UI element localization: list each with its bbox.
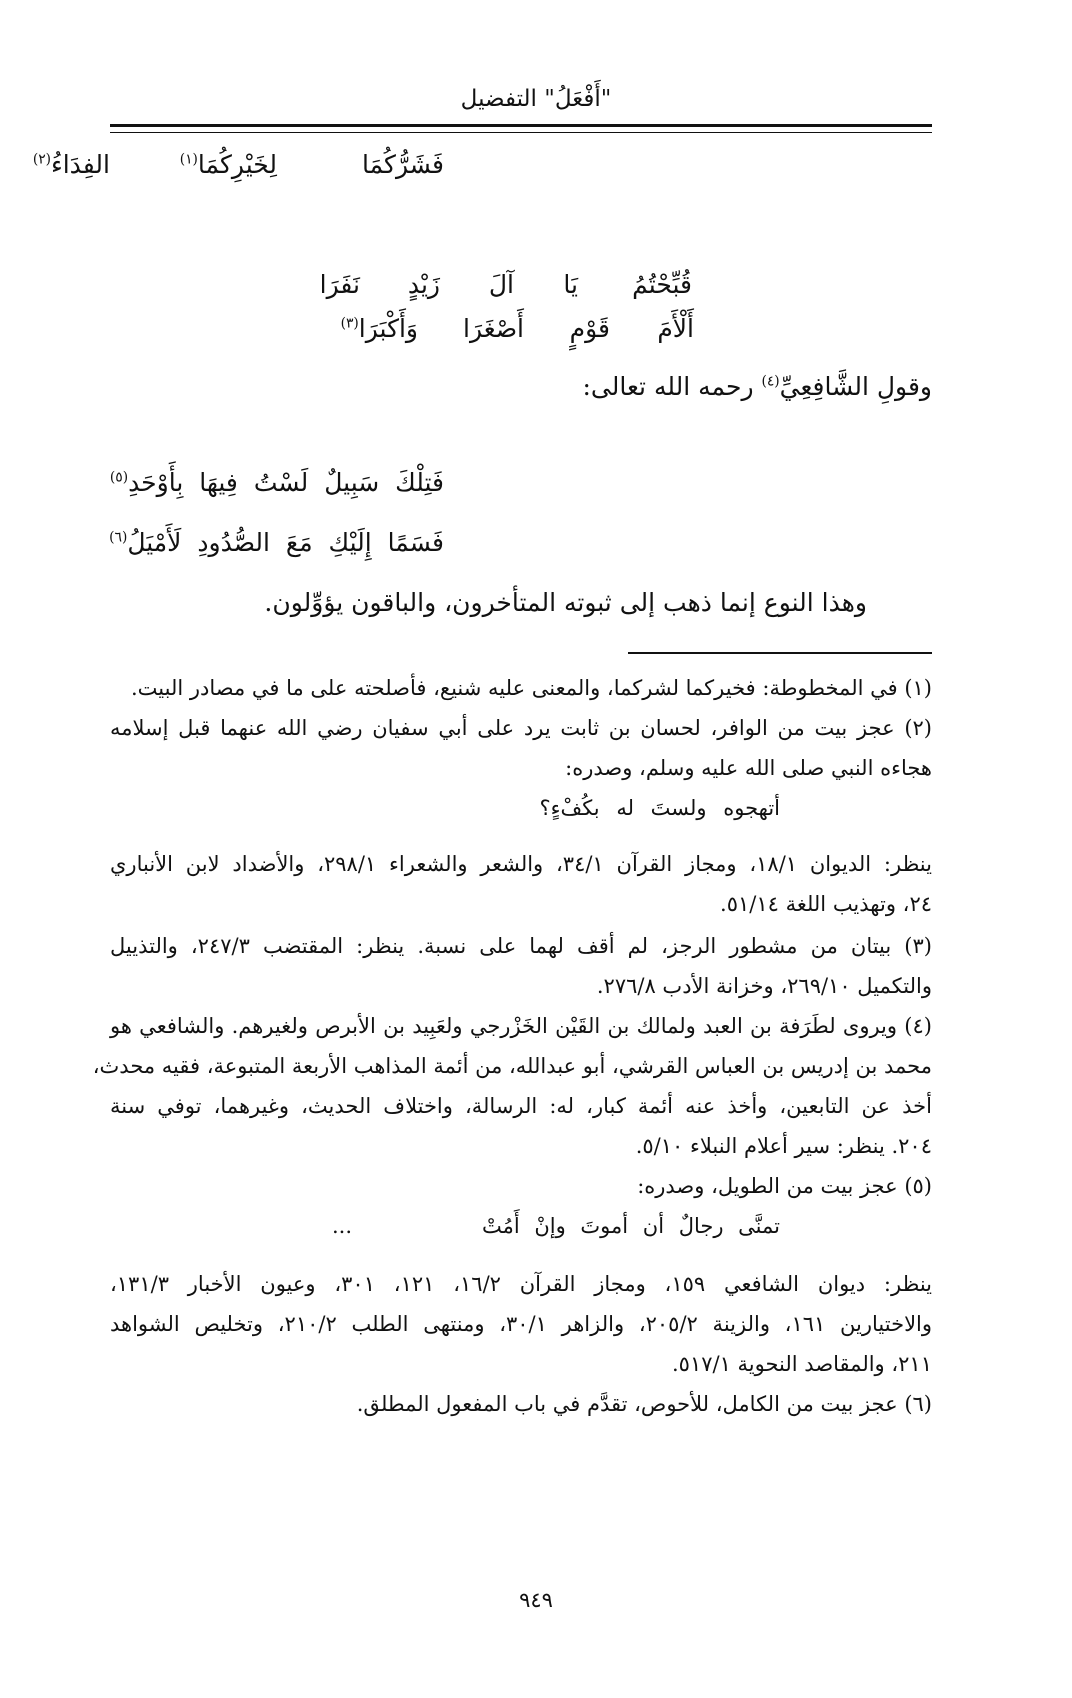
- footnote-2-sources-line2: ٢٤، وتهذيب اللغة ٥١/١٤.: [720, 892, 932, 916]
- footnote-5-verse: تمنَّى رجالٌ أن أموتَ وإنْ أَمُتْ: [481, 1214, 780, 1238]
- page-number: ٩٤٩: [519, 1588, 553, 1612]
- footnote-5-sources-line1: ينظر: ديوان الشافعي ١٥٩، ومجاز القرآن ١٦/٢، ١٢١، ٣٠١، وعيون الأخبار ١٣١/٣،: [110, 1272, 933, 1296]
- verse1-word2: لِخَيْرِكُمَا$^{(١)}$: [179, 150, 277, 179]
- footnote-2-line2: هجاءه النبي صلى الله عليه وسلم، وصدره:: [565, 756, 932, 780]
- verse2-l1-word1: قُبِّحْتُمُ: [632, 270, 692, 299]
- footnote-5-sources-line2: والاختيارين ١٦١، والزينة ٢٠٥/٢، والزاهر ٣٠/١، ومنتهى الطلب ٢١٠/٢، وتخليص الشواهد: [110, 1312, 933, 1336]
- footnote-1: (١) في المخطوطة: فخيركما لشركما، والمعنى عليه شنيع، فأصلحته على ما في مصادر البيت.: [130, 676, 932, 700]
- footnote-ref-4: (٤): [761, 373, 780, 390]
- footnote-3-line1: (٣) بيتان من مشطور الرجز، لم أقف لهما على نسبة. ينظر: المقتضب ٢٤٧/٣، والتذييل: [110, 934, 932, 958]
- intro-line: وقولِ الشَّافِعِيِّ$^{(٤)}$ رحمه الله تعالى:: [582, 372, 932, 401]
- verse2-l2-word1: أَلْأَمَ: [657, 314, 694, 343]
- footnote-5-ellipsis: ...: [331, 1214, 352, 1238]
- footnote-2-sources-line1: ينظر: الديوان ١٨/١، ومجاز القرآن ٣٤/١، والشعر والشعراء ٢٩٨/١، والأضداد لابن الأنباري: [110, 852, 932, 876]
- running-header: "أَفْعَلُ" التفضيل: [460, 86, 612, 112]
- footnote-ref-6: (٦): [109, 529, 128, 546]
- verse1-word3: الفِدَاءُ$^{(٢)}$: [32, 150, 110, 179]
- footnote-6: (٦) عجز بيت من الكامل، للأحوص، تقدَّم في باب المفعول المطلق.: [356, 1392, 932, 1416]
- verse1-word1: فَشَرُّكُمَا: [361, 150, 444, 179]
- verse2-l2-word4: وَأَكْبَرَا$^{(٣)}$: [340, 314, 418, 343]
- verse2-l1-word5: نَفَرَا: [319, 270, 360, 299]
- footnote-2-line1: (٢) عجز بيت من الوافر، لحسان بن ثابت يرد على أبي سفيان رضي الله عنهما قبل إسلامه: [110, 716, 932, 740]
- header-rule-thin: [110, 132, 932, 133]
- verse3-line1: فَتِلْكَ سَبِيلٌ لَسْتُ فِيهَا بِأَوْحَدِ$^{(٥)}$: [109, 468, 444, 497]
- footnote-4-line3: أخذ عن التابعين، وأخذ عنه أئمة كبار، له: الرسالة، واختلاف الحديث، وغيرهما، توفي سنة: [110, 1094, 932, 1118]
- footnote-ref-2: (٢): [32, 151, 51, 168]
- footnote-3-line2: والتكميل ٢٦٩/١٠، وخزانة الأدب ٢٧٦/٨.: [596, 974, 932, 998]
- footnote-5-line1: (٥) عجز بيت من الطويل، وصدره:: [637, 1174, 932, 1198]
- footnote-4-line2: محمد بن إدريس بن العباس القرشي، أبو عبدالله، من أئمة المذاهب الأربعة المتبوعة، فقيه محدث،: [92, 1054, 932, 1078]
- verse2-l2-word3: أَصْغَرَا: [463, 314, 524, 343]
- conclusion-line: وهذا النوع إنما ذهب إلى ثبوته المتأخرون، والباقون يؤوِّلون.: [264, 588, 867, 617]
- footnote-4-line4: ٢٠٤. ينظر: سير أعلام النبلاء ٥/١٠.: [635, 1134, 932, 1158]
- footnote-ref-3: (٣): [340, 315, 359, 332]
- verse3-line2: فَسَمًا إِلَيْكِ مَعَ الصُّدُودِ لَأَمْيَلُ$^{(٦)}$: [109, 528, 444, 557]
- verse2-l1-word4: زَيْدٍ: [407, 270, 440, 299]
- footnote-ref-1: (١): [179, 151, 198, 168]
- verse2-l1-word2: يَا: [563, 270, 578, 299]
- footnote-separator: [628, 652, 932, 654]
- footnote-4-line1: (٤) ويروى لطَرَفة بن العبد ولمالك بن القَيْن الخَزْرجي ولعَبِيد بن الأبرص ولغيرهم. والشافعي هو: [110, 1014, 932, 1038]
- footnote-5-sources-line3: ٢١١، والمقاصد النحوية ٥١٧/١.: [671, 1352, 932, 1376]
- header-rule-thick: [110, 124, 932, 127]
- verse2-l1-word3: آلَ: [488, 270, 514, 299]
- footnote-ref-5: (٥): [109, 469, 129, 486]
- verse2-l2-word2: قَوْمٍ: [569, 314, 610, 343]
- footnote-2-verse: أتهجوه ولستَ له بكُفْءٍ؟: [539, 796, 780, 820]
